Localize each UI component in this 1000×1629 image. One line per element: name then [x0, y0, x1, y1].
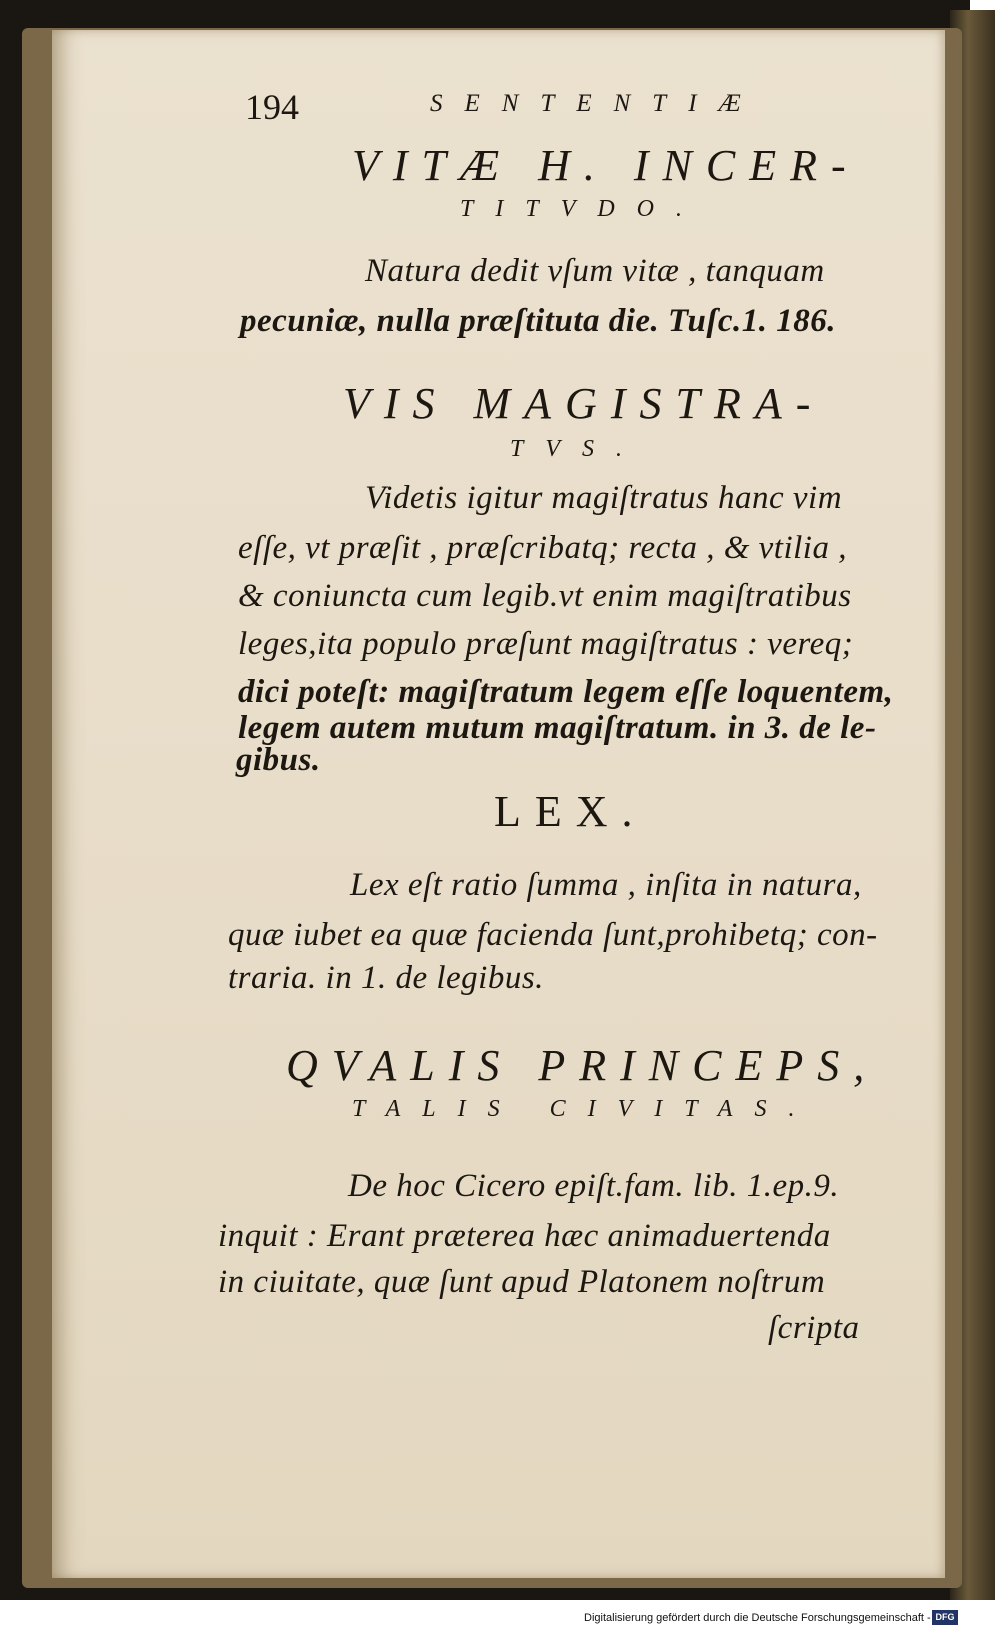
section-heading: VIS MAGISTRA- [343, 379, 825, 428]
body-line: in ciuitate, quæ ſunt apud Platonem noſtrum [218, 1264, 826, 1300]
body-line: quæ iubet ea quæ facienda ſunt,prohibetq; con- [228, 917, 878, 953]
body-line: eſſe, vt præſit , præſcribatq; recta , & vtilia , [238, 530, 847, 566]
body-line: Videtis igitur magiſtratus hanc vim [365, 480, 843, 516]
body-line: leges,ita populo præſunt magiſtratus : vereq; [238, 626, 854, 662]
body-line: traria. in 1. de legibus. [228, 960, 544, 996]
body-line: & coniuncta cum legib.vt enim magiſtratibus [238, 578, 852, 614]
section-heading: QVALIS PRINCEPS, [286, 1041, 879, 1090]
digitization-credit: Digitalisierung gefördert durch die Deutsche Forschungsgemeinschaft - [584, 1612, 931, 1624]
body-line: Lex eſt ratio ſumma , inſita in natura, [350, 867, 862, 903]
body-line: dici poteſt: magiſtratum legem eſſe loquentem, [238, 674, 894, 710]
body-line: De hoc Cicero epiſt.fam. lib. 1.ep.9. [348, 1168, 840, 1204]
body-line: Natura dedit vſum vitæ , tanquam [365, 253, 825, 289]
section-heading: LEX. [494, 787, 647, 836]
body-line: pecuniæ, nulla præſtituta die. Tuſc.1. 186. [240, 303, 836, 339]
section-subheading: TALIS CIVITAS. [352, 1096, 817, 1122]
body-line: legem autem mutum magiſtratum. in 3. de le- [238, 710, 877, 746]
section-subheading: TVS. [510, 436, 645, 462]
dfg-logo: DFG [932, 1610, 958, 1625]
running-head: SENTENTIÆ [430, 90, 763, 117]
page-number: 194 [245, 87, 299, 127]
catchword: ſcripta [768, 1310, 860, 1346]
section-subheading: TITVDO. [460, 196, 705, 222]
body-line: inquit : Erant præterea hæc animaduertenda [218, 1218, 831, 1254]
section-heading: VITÆ H. INCER- [352, 141, 860, 190]
body-line: gibus. [236, 742, 321, 778]
